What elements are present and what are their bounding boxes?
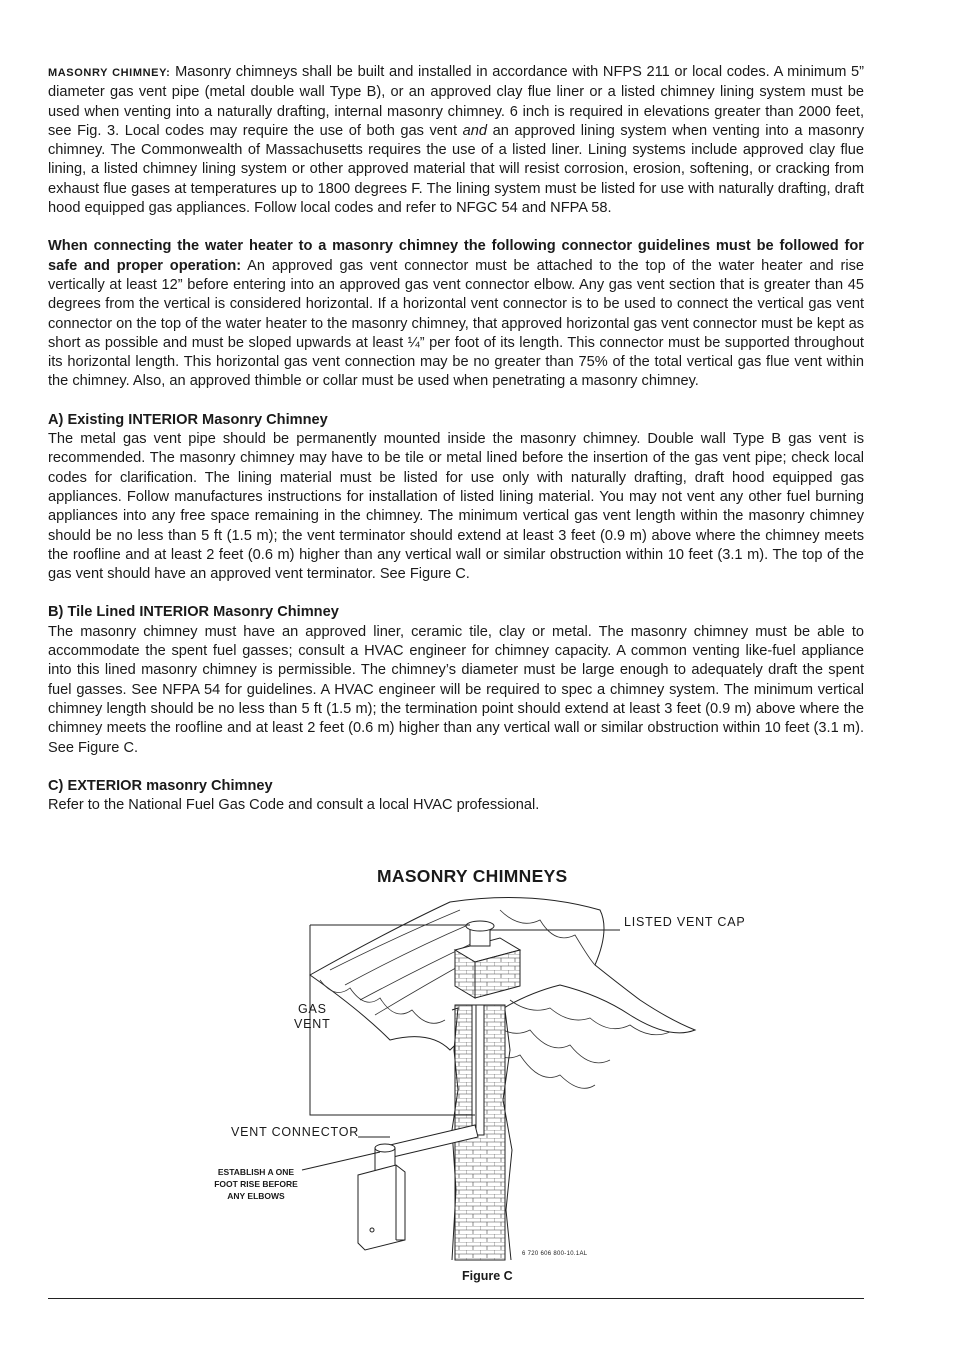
connector-lead: When connecting the water heater to a masonry chimney the following connector guidelines must be followed for safe and proper operation: [48, 238, 864, 274]
figure-title: MASONRY CHIMNEYS [377, 866, 568, 886]
label-vent-cap: LISTED VENT CAP [624, 915, 746, 929]
vent-cap [466, 921, 494, 946]
document-body [48, 63, 864, 815]
label-gas: GAS [298, 1002, 327, 1016]
intro-text: Masonry chimneys shall be built and installed in accordance with NFPS 211 or local codes. A minimum 5” diameter gas vent pipe (metal double wall Type B), or an approved clay flue liner or a listed chimney lining system must be used when venting into a naturally drafting, internal masonry chimney. 6 inch is required in elevations greater than 2000 feet, see Fig. 3. Local codes may require the use of both gas vent [48, 64, 864, 139]
footer-rule [48, 1298, 864, 1299]
water-heater [358, 1165, 405, 1250]
connector-text: An approved gas vent connector must be attached to the top of the water heater and rise vertically at least 12” before entering into an approved gas vent connector elbow. Any gas vent section that is greater than 45 degrees from the vertical is considered horizontal. If a horizontal vent connector is to be used to connect the vertical gas vent connector on the top of the water heater to the masonry chimney, that approved horizontal gas vent connector must be kept as short as possible and must be sloped upwards at least ¼” per foot of its length. This connector must be supported throughout its horizontal length. This horizontal gas vent connection may be no greater than 75% of the total vertical gas flue vent within the chimney. Also, an approved thimble or collar must be used when penetrating a masonry chimney. [48, 257, 864, 390]
label-vent-connector: VENT CONNECTOR [231, 1125, 360, 1139]
rise-note-line-1: ESTABLISH A ONE [217, 1167, 295, 1177]
figure-caption: Figure C [462, 1269, 513, 1283]
rise-note-line-3: ANY ELBOWS [227, 1191, 285, 1201]
intro-lead: MASONRY CHIMNEY: [48, 67, 171, 79]
section-b-text: The masonry chimney must have an approved liner, ceramic tile, clay or metal. The masonry chimney must be able to accommodate the spent fuel gasses; consult a HVAC engineer for chimney capacity. A common venting like-fuel appliance into this lined masonry chimney is permissible. The chimney’s diameter must be large enough to adequately draft the spent fuel gasses. See NFPA 54 for guidelines. A HVAC engineer will be required to spec a chimney system. The minimum vertical chimney length should be no less than 5 ft (1.5 m); the termination point should extend at least 3 feet (0.9 m) above where the chimney meets the roofline and at least 2 feet (0.6 m) higher than any vertical wall or similar obstruction within 10 feet (3.1 m). See Figure C. [48, 623, 864, 756]
intro-text-2: an approved lining system when venting into a masonry chimney. The Commonwealth of Massachusetts requires the use of a listed liner. Lining systems include approved clay flue lining, a listed chimney lining system or other approved material that will resist corrosion, erosion, softening, or cracking from exhaust flue gases at temperatures up to 1800 degrees F. The lining system must be listed for use with naturally drafting, draft hood equipped gas appliances. Follow local codes and refer to NFGC 54 and NFPA 58. [48, 122, 864, 217]
intro-italic: and [462, 122, 488, 139]
label-vent: VENT [294, 1017, 331, 1031]
connector-paragraph [48, 237, 864, 391]
section-b-heading: B) Tile Lined INTERIOR Masonry Chimney [48, 604, 339, 621]
section-a-heading: A) Existing INTERIOR Masonry Chimney [48, 411, 328, 428]
chimney-illustration [200, 890, 720, 1270]
section-c-text: Refer to the National Fuel Gas Code and consult a local HVAC professional. [48, 797, 540, 814]
section-a-text: The metal gas vent pipe should be permanently mounted inside the masonry chimney. Double wall Type B gas vent is recommended. The masonry chimney may have to be tile or metal lined before the insertion of the gas vent pipe; check local codes for clarification. The lining material must be listed for use only with naturally drafting, draft hood equipped gas appliances. Follow manufactures instructions for installation of listed lining material. You may not vent any other fuel burning appliances into any free space remaining in the chimney. The minimum vertical gas vent length within the masonry chimney should be no less than 5 ft (1.5 m); the vent terminator should extend at least 3 feet (0.9 m) above where the chimney meets the roofline and at least 2 feet (0.6 m) higher than any vertical wall or similar obstruction within 10 feet (3.1 m). The top of the gas vent should have an approved vent terminator. See Figure C. [48, 431, 864, 583]
rise-note-line-2: FOOT RISE BEFORE [214, 1179, 298, 1189]
chimney-top [455, 938, 520, 998]
part-number: 6 720 606 800-10.1AL [522, 1251, 588, 1257]
rise-note [208, 1166, 304, 1202]
intro-paragraph [48, 63, 864, 218]
section-c-heading: C) EXTERIOR masonry Chimney [48, 777, 273, 794]
